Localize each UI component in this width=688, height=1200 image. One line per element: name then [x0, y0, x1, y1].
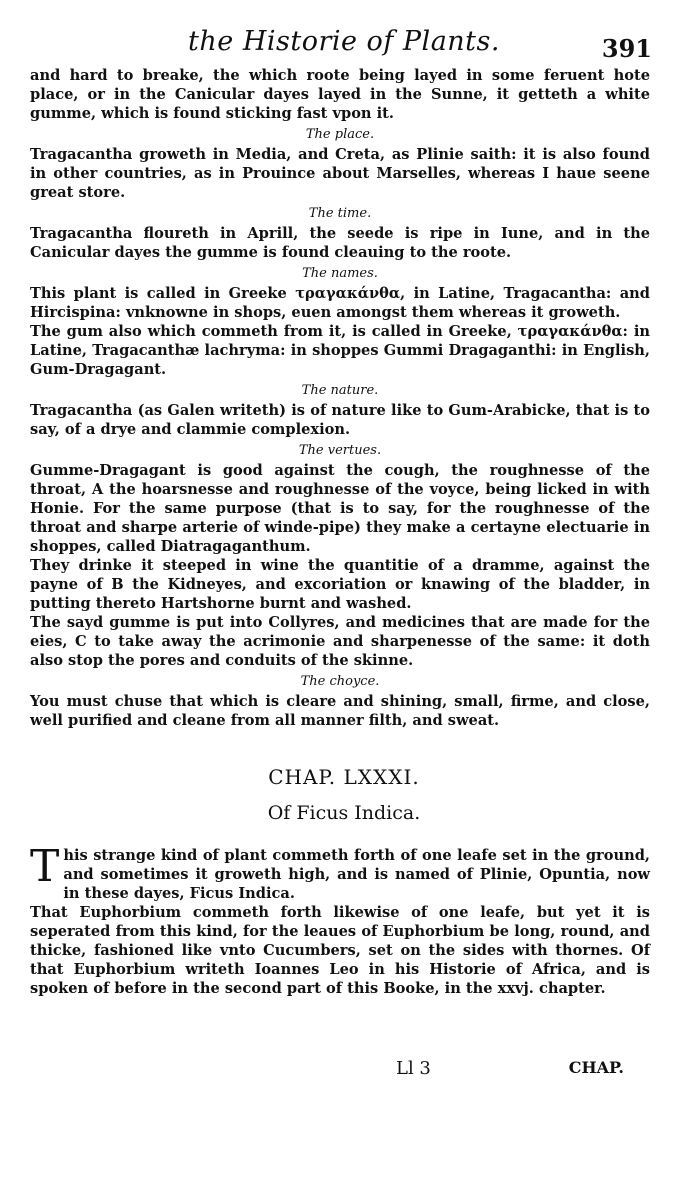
choyce-paragraph: You must chuse that which is cleare and shining, small, firme, and close, well purified and cleane from all manner filth, and sweat.	[30, 693, 650, 729]
chapter-paragraph-1-text: his strange kind of plant commeth forth of one leafe set in the ground, and sometimes it groweth high, and is named of Plinie, Opuntia, now in these dayes, Ficus Indica.	[63, 847, 650, 902]
time-heading: The time.	[308, 206, 372, 221]
running-title: the Historie of Plants.	[188, 26, 500, 57]
names-paragraph-2: The gum also which commeth from it, is called in Greeke, τραγακάνθα: in Latine, Tragacanthæ lachryma: in shoppes Gummi Dragaganthi: in English, Gum-Dragagant.	[30, 323, 650, 378]
section-tragacantha	[30, 66, 650, 730]
vertues-heading: The vertues.	[298, 443, 382, 458]
page-number: 391	[601, 34, 652, 63]
vertue-paragraph-c: The sayd gumme is put into Collyres, and medicines that are made for the eies, C to take away the acrimonie and sharpenesse of the same: it doth also stop the pores and conduits of the skinne.	[30, 614, 650, 669]
names-heading: The names.	[302, 266, 378, 281]
time-paragraph: Tragacantha floureth in Aprill, the seede is ripe in Iune, and in the Canicular dayes the gumme is found cleauing to the roote.	[30, 225, 650, 261]
vertue-paragraph-a: Gumme-Dragagant is good against the cough, the roughnesse of the throat, A the hoarsnesse and roughnesse of the voyce, being licked in with Honie. For the same purpose (that is to say, for the roughnesse of the throat and sharpe arterie of winde-pipe) they make a certayne electuarie in shoppes, called Diatragaganthum.	[30, 462, 650, 555]
vertue-paragraph-b: They drinke it steeped in wine the quantitie of a dramme, against the payne of B the Kidneyes, and excoriation or knawing of the bladder, in putting thereto Hartshorne burnt and washed.	[30, 557, 650, 612]
chapter-title: CHAP. LXXXI.	[268, 765, 420, 789]
signature-mark: Ll 3	[396, 1058, 431, 1079]
chapter-subtitle: Of Ficus Indica.	[267, 802, 421, 824]
choyce-heading: The choyce.	[300, 674, 380, 689]
chapter-paragraph-1	[30, 841, 650, 903]
nature-paragraph: Tragacantha (as Galen writeth) is of nature like to Gum-Arabicke, that is to say, of a drye and clammie complexion.	[30, 402, 650, 438]
place-paragraph: Tragacantha groweth in Media, and Creta, as Plinie saith: it is also found in other countries, as in Prouince about Marselles, whereas I haue seene great store.	[30, 146, 650, 201]
nature-heading: The nature.	[301, 383, 379, 398]
intro-paragraph: and hard to breake, the which roote being layed in some feruent hote place, or in the Canicular dayes layed in the Sunne, it getteth a white gumme, which is found sticking fast vpon it.	[30, 67, 650, 122]
drop-cap-letter: T	[30, 841, 60, 892]
names-paragraph-1: This plant is called in Greeke τραγακάνθα, in Latine, Tragacantha: and Hircispina: vnknowne in shops, euen amongst them whereas it groweth.	[30, 285, 650, 321]
chapter-paragraph-2: That Euphorbium commeth forth likewise of one leafe, but yet it is seperated from this kind, for the leaues of Euphorbium be long, round, and thicke, fashioned like vnto Cucumbers, set on the sides with thornes. Of that Euphorbium writeth Ioannes Leo in his Historie of Africa, and is spoken of before in the second part of this Booke, in the xxvj. chapter.	[30, 904, 650, 997]
place-heading: The place.	[305, 127, 375, 142]
section-ficus-indica	[30, 841, 650, 998]
catchword: CHAP.	[568, 1058, 624, 1077]
